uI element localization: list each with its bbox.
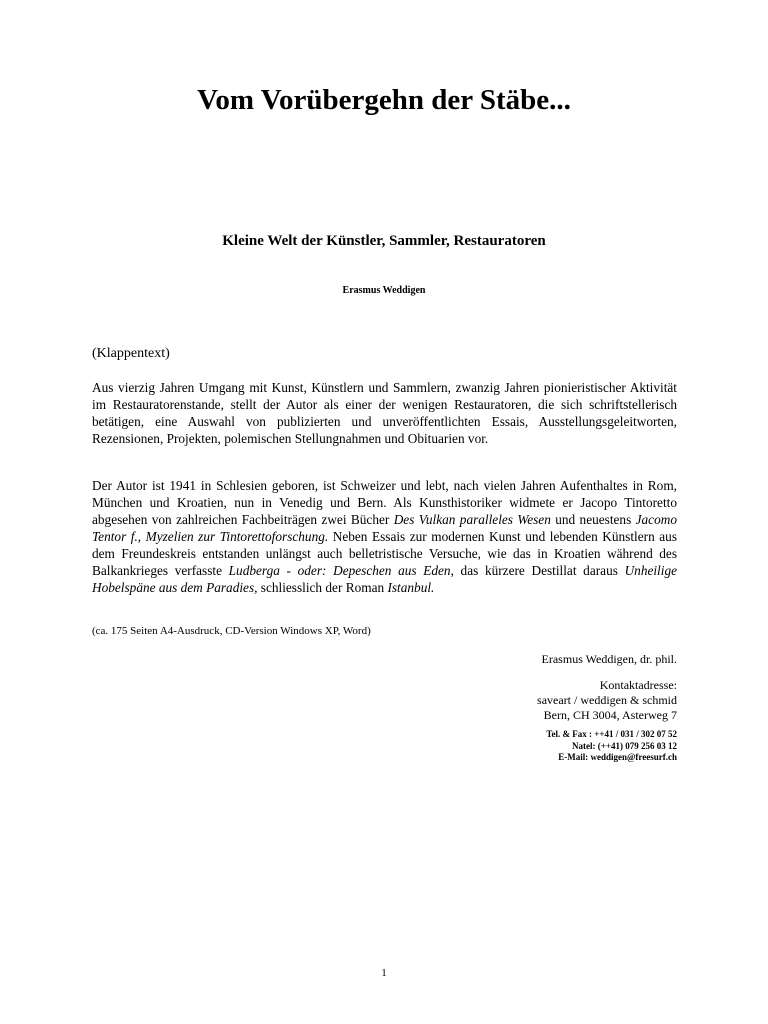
signature: Erasmus Weddigen, dr. phil.	[541, 652, 677, 666]
paragraph-author-bio	[92, 477, 677, 596]
document-subtitle: Kleine Welt der Künstler, Sammler, Restauratoren	[222, 233, 546, 249]
page-number: 1	[381, 967, 387, 979]
contact-natel: Natel: (++41) 079 256 03 12	[572, 740, 677, 751]
contact-address	[537, 678, 677, 723]
email-label: E-Mail:	[558, 752, 591, 762]
section-label: (Klappentext)	[92, 346, 170, 361]
book-title-5: Istanbul.	[387, 580, 435, 595]
book-title-1: Des Vulkan paralleles Wesen	[393, 512, 551, 527]
author-name: Erasmus Weddigen	[342, 285, 426, 296]
bio-text-3: Neben Essais zur modernen Kunst und lebenden Künstlern aus dem Freundeskreis entstanden unlängst auch belletristische Versuche, wie das in Kroatien während des Balkankrieges verfasste	[92, 529, 677, 578]
contact-details	[546, 729, 677, 764]
contact-heading: Kontaktadresse:	[599, 678, 677, 692]
book-title-3: Ludberga - oder: Depeschen aus Eden	[228, 563, 451, 578]
bio-text-5: schliesslich der Roman	[257, 580, 388, 595]
contact-line-2: Bern, CH 3004, Asterweg 7	[543, 708, 677, 722]
bio-text-4: , das kürzere Destillat daraus	[450, 563, 625, 578]
contact-tel: Tel. & Fax : ++41 / 031 / 302 07 52	[546, 729, 677, 739]
bio-text-1: Der Autor ist 1941 in Schlesien geboren, ist Schweizer und lebt, nach vielen Jahren Aufenthaltes in Rom, München und Kroatien, nun in Venedig und Bern. Als Kunsthistoriker widmete er Jacopo Tintoretto abgesehen von zahlreichen Fachbeiträgen zwei Bücher	[92, 478, 677, 527]
document-title: Vom Vorübergehn der Stäbe...	[197, 84, 571, 116]
paragraph-intro: Aus vierzig Jahren Umgang mit Kunst, Künstlern und Sammlern, zwanzig Jahren pionieristischer Aktivität im Restauratorenstande, stellt der Autor als einer der wenigen Restauratoren, die sich schriftstellerisch betätigen, eine Auswahl von publizierten und unveröffentlichten Essais, Ausstellungsgeleitworten, Rezensionen, Projekten, polemischen Stellungnahmen und Obituarien vor.	[92, 380, 677, 446]
book-title-4: Unheilige Hobelspäne aus dem Paradies,	[92, 563, 677, 595]
bio-text-2: und neuestens	[550, 512, 636, 527]
contact-line-1: saveart / weddigen & schmid	[537, 693, 677, 707]
email-address: weddigen@freesurf.ch	[590, 752, 677, 762]
contact-email-line	[546, 752, 677, 764]
format-note: (ca. 175 Seiten A4-Ausdruck, CD-Version Windows XP, Word)	[92, 625, 371, 637]
book-title-2: Jacomo Tentor f., Myzelien zur Tintorettoforschung.	[92, 512, 677, 544]
